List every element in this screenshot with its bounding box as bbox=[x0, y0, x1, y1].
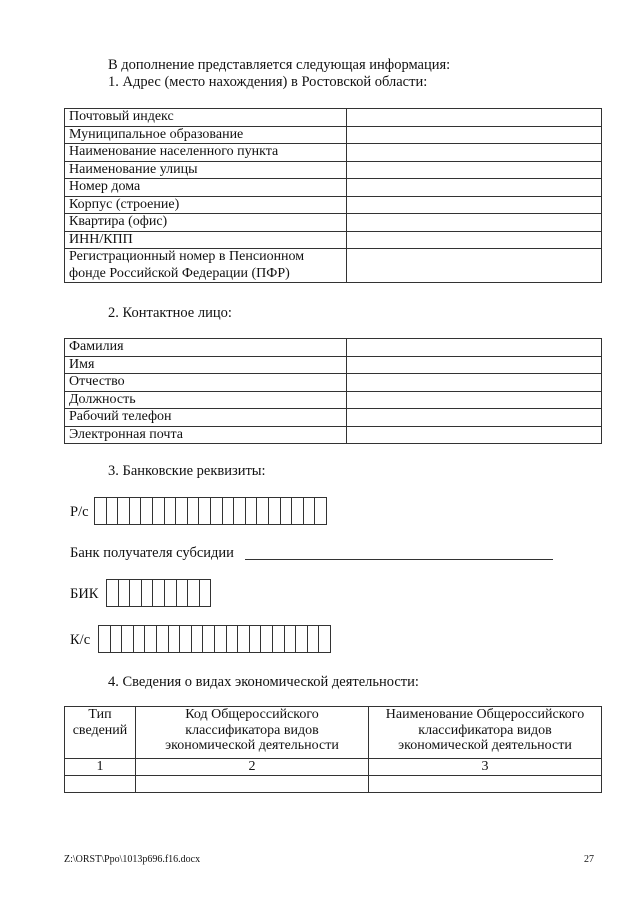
okved-header-type-line2: сведений bbox=[72, 722, 128, 738]
address-value-street[interactable] bbox=[347, 161, 602, 179]
contact-value-email[interactable] bbox=[347, 426, 602, 444]
address-label-inn: ИНН/КПП bbox=[65, 231, 347, 249]
table-row bbox=[65, 356, 602, 374]
okved-header-type bbox=[65, 707, 136, 759]
digit-box[interactable] bbox=[314, 497, 327, 525]
okved-header-type-line1: Тип bbox=[88, 707, 112, 722]
table-row bbox=[65, 126, 602, 144]
rs-label: Р/с bbox=[70, 504, 89, 520]
contact-value-patronymic[interactable] bbox=[347, 374, 602, 392]
contact-label-position: Должность bbox=[65, 391, 347, 409]
address-label-building: Корпус (строение) bbox=[65, 196, 347, 214]
table-row bbox=[65, 759, 602, 776]
contact-value-surname[interactable] bbox=[347, 339, 602, 357]
table-row bbox=[65, 374, 602, 392]
okved-header-code-line2: классификатора видов bbox=[185, 722, 319, 738]
table-row bbox=[65, 391, 602, 409]
contact-table bbox=[64, 338, 602, 444]
okved-header-name-line1: Наименование Общероссийского bbox=[385, 707, 585, 722]
okved-table bbox=[64, 706, 602, 793]
table-row bbox=[65, 196, 602, 214]
address-label-settlement: Наименование населенного пункта bbox=[65, 144, 347, 162]
intro-line-2: 1. Адрес (место нахождения) в Ростовской области: bbox=[108, 74, 428, 90]
bank-heading: 3. Банковские реквизиты: bbox=[108, 463, 266, 479]
address-value-house[interactable] bbox=[347, 179, 602, 197]
address-label-pfr-line1: Регистрационный номер в Пенсионном bbox=[69, 249, 305, 264]
okved-heading: 4. Сведения о видах экономической деятельности: bbox=[108, 674, 419, 690]
okved-cell-name[interactable] bbox=[369, 776, 602, 793]
table-row bbox=[65, 426, 602, 444]
okved-cell-type[interactable] bbox=[65, 776, 136, 793]
bank-name-label: Банк получателя субсидии bbox=[70, 545, 234, 561]
table-row bbox=[65, 249, 602, 283]
address-value-inn[interactable] bbox=[347, 231, 602, 249]
address-value-pfr[interactable] bbox=[347, 249, 602, 283]
table-row bbox=[65, 161, 602, 179]
address-label-municipality: Муниципальное образование bbox=[65, 126, 347, 144]
ks-digit-boxes[interactable] bbox=[98, 625, 331, 653]
digit-box[interactable] bbox=[318, 625, 331, 653]
okved-header-code bbox=[136, 707, 369, 759]
bank-name-field[interactable] bbox=[245, 544, 553, 560]
table-row bbox=[65, 231, 602, 249]
address-label-pfr-line2: фонде Российской Федерации (ПФР) bbox=[69, 265, 290, 281]
okved-header-code-line1: Код Общероссийского bbox=[185, 707, 319, 722]
table-row bbox=[65, 179, 602, 197]
table-row bbox=[65, 214, 602, 232]
digit-box[interactable] bbox=[199, 579, 212, 607]
okved-col-number-3: 3 bbox=[369, 759, 602, 776]
contact-value-position[interactable] bbox=[347, 391, 602, 409]
address-value-building[interactable] bbox=[347, 196, 602, 214]
table-row bbox=[65, 707, 602, 759]
contact-label-phone: Рабочий телефон bbox=[65, 409, 347, 427]
okved-cell-code[interactable] bbox=[136, 776, 369, 793]
address-value-postal[interactable] bbox=[347, 109, 602, 127]
address-label-street: Наименование улицы bbox=[65, 161, 347, 179]
footer-file-path: Z:\ORST\Ppo\1013p696.f16.docx bbox=[64, 854, 201, 865]
address-label-house: Номер дома bbox=[65, 179, 347, 197]
okved-col-number-1: 1 bbox=[65, 759, 136, 776]
contact-label-email: Электронная почта bbox=[65, 426, 347, 444]
table-row bbox=[65, 339, 602, 357]
table-row bbox=[65, 409, 602, 427]
intro-line-1: В дополнение представляется следующая информация: bbox=[108, 57, 451, 73]
table-row bbox=[65, 144, 602, 162]
address-table bbox=[64, 108, 602, 283]
okved-header-code-line3: экономической деятельности bbox=[165, 738, 339, 753]
address-label-postal: Почтовый индекс bbox=[65, 109, 347, 127]
okved-col-number-2: 2 bbox=[136, 759, 369, 776]
contact-label-patronymic: Отчество bbox=[65, 374, 347, 392]
contact-value-name[interactable] bbox=[347, 356, 602, 374]
address-label-apartment: Квартира (офис) bbox=[65, 214, 347, 232]
page-number: 27 bbox=[584, 854, 594, 865]
okved-header-name-line2: классификатора видов bbox=[418, 722, 552, 738]
address-label-pfr bbox=[65, 249, 347, 283]
address-value-apartment[interactable] bbox=[347, 214, 602, 232]
contact-label-name: Имя bbox=[65, 356, 347, 374]
table-row bbox=[65, 109, 602, 127]
contact-label-surname: Фамилия bbox=[65, 339, 347, 357]
okved-header-name-line3: экономической деятельности bbox=[398, 738, 572, 753]
address-value-municipality[interactable] bbox=[347, 126, 602, 144]
contact-value-phone[interactable] bbox=[347, 409, 602, 427]
address-value-settlement[interactable] bbox=[347, 144, 602, 162]
ks-label: К/с bbox=[70, 632, 91, 648]
okved-header-name bbox=[369, 707, 602, 759]
table-row bbox=[65, 776, 602, 793]
rs-digit-boxes[interactable] bbox=[94, 497, 327, 525]
bik-digit-boxes[interactable] bbox=[106, 579, 211, 607]
bik-label: БИК bbox=[70, 586, 99, 602]
contact-heading: 2. Контактное лицо: bbox=[108, 305, 232, 321]
